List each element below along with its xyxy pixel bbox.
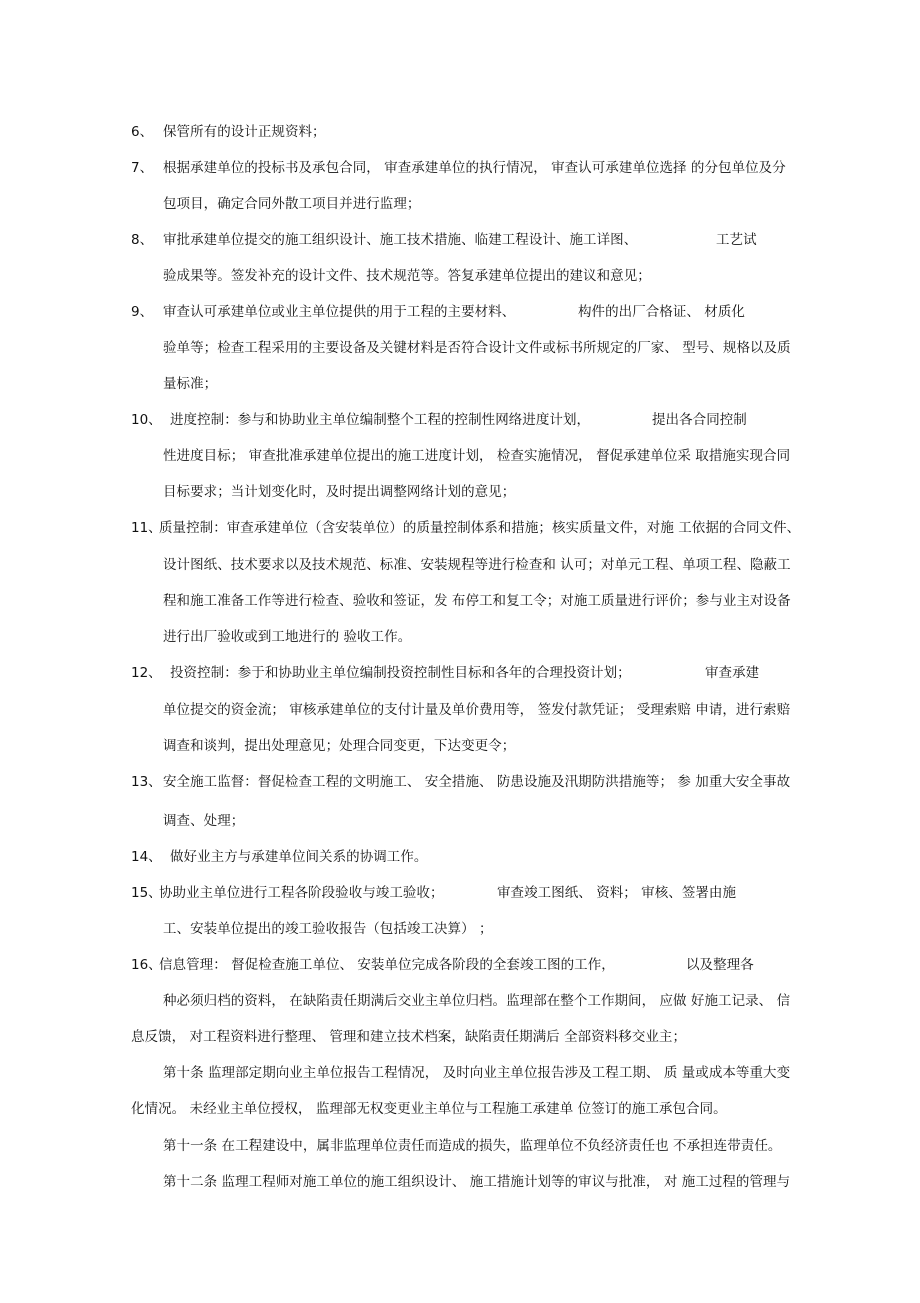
item-text-line: 调查和谈判，提出处理意见；处理合同变更，下达变更令； bbox=[163, 738, 516, 754]
item-text-line: 单位提交的资金流； 审核承建单位的支付计量及单价费用等， 签发付款凭证； 受理索赔 申请，进行索赔 bbox=[163, 702, 791, 718]
item-text-line: 工、安装单位提出的竣工验收报告（包括竣工决算） ； bbox=[163, 921, 493, 937]
item-text-line: 做好业主方与承建单位间关系的协调工作。 bbox=[170, 849, 428, 865]
item-number: 12、 bbox=[131, 665, 162, 681]
item-text-line: 性进度目标； 审查批准承建单位提出的施工进度计划， 检查实施情况， 督促承建单位采 取措施实现合同 bbox=[163, 448, 791, 464]
item-text-line: 审批承建单位提交的施工组织设计、施工技术措施、临建工程设计、施工详图、 bbox=[163, 232, 638, 248]
item-number: 14、 bbox=[131, 849, 162, 865]
item-number: 13、 bbox=[131, 774, 162, 790]
item-number: 8、 bbox=[131, 232, 154, 248]
item-text-line: 审查承建 bbox=[705, 665, 760, 681]
item-text-line: 投资控制：参于和协助业主单位编制投资控制性目标和各年的合理投资计划； bbox=[170, 665, 631, 681]
item-text-line: 协助业主单位进行工程各阶段验收与竣工验收； bbox=[159, 885, 444, 901]
item-text-line: 种必须归档的资料， 在缺陷责任期满后交业主单位归档。监理部在整个工作期间， 应做 好施工记录、 信 bbox=[163, 993, 791, 1009]
item-text-line: 审查竣工图纸、 资料； 审核、签署由施 bbox=[497, 885, 737, 901]
article-text-line: 第十条 监理部定期向业主单位报告工程情况， 及时向业主单位报告涉及工程工期、 质 量或成本等重大变 bbox=[163, 1065, 791, 1081]
item-text-line: 目标要求；当计划变化时，及时提出调整网络计划的意见； bbox=[163, 484, 516, 500]
item-number: 6、 bbox=[131, 124, 154, 140]
article-text-line: 化情况。 未经业主单位授权， 监理部无权变更业主单位与工程施工承建单 位签订的施工承包合同。 bbox=[131, 1101, 727, 1117]
item-number: 16、 bbox=[131, 957, 162, 973]
item-number: 15、 bbox=[131, 885, 162, 901]
item-text-line: 验单等；检查工程采用的主要设备及关键材料是否符合设计文件或标书所规定的厂家、 型号、规格以及质 bbox=[163, 340, 791, 356]
item-number: 11、 bbox=[131, 520, 162, 536]
item-text-line: 提出各合同控制 bbox=[652, 412, 747, 428]
item-text-line: 质量控制：审查承建单位（含安装单位）的质量控制体系和措施；核实质量文件，对施 工依据的合同文件、 bbox=[159, 520, 801, 536]
item-text-line: 审查认可承建单位或业主单位提供的用于工程的主要材料、 bbox=[163, 304, 516, 320]
item-text-line: 设计图纸、技术要求以及技术规范、标准、安装规程等进行检查和 认可；对单元工程、单项工程、隐蔽工 bbox=[163, 557, 791, 573]
item-text-line: 进度控制：参与和协助业主单位编制整个工程的控制性网络进度计划， bbox=[170, 412, 591, 428]
item-text-line: 程和施工准备工作等进行检查、验收和签证，发 布停工和复工令；对施工质量进行评价；参与业主对设备 bbox=[163, 593, 791, 609]
item-text-line: 以及整理各 bbox=[686, 957, 754, 973]
item-text-line: 安全施工监督：督促检查工程的文明施工、 安全措施、 防患设施及汛期防洪措施等； 参 加重大安全事故 bbox=[163, 774, 791, 790]
item-text-line: 量标准； bbox=[163, 376, 218, 392]
item-text-line: 包项目，确定合同外散工项目并进行监理； bbox=[163, 196, 421, 212]
item-text-line: 息反馈， 对工程资料进行整理、 管理和建立技术档案，缺陷责任期满后 全部资料移交业主； bbox=[131, 1029, 687, 1045]
item-text-line: 根据承建单位的投标书及承包合同， 审查承建单位的执行情况， 审查认可承建单位选择 的分包单位及分 bbox=[163, 160, 786, 176]
item-number: 10、 bbox=[131, 412, 162, 428]
article-text-line: 第十二条 监理工程师对施工单位的施工组织设计、 施工措施计划等的审议与批准， 对 施工过程的管理与 bbox=[163, 1174, 791, 1190]
item-number: 9、 bbox=[131, 304, 154, 320]
item-text-line: 验成果等。签发补充的设计文件、技术规范等。答复承建单位提出的建议和意见； bbox=[163, 268, 651, 284]
item-text-line: 构件的出厂合格证、 材质化 bbox=[578, 304, 745, 320]
item-text-line: 保管所有的设计正规资料； bbox=[163, 124, 326, 140]
item-text-line: 工艺试 bbox=[716, 232, 757, 248]
item-text-line: 进行出厂验收或到工地进行的 验收工作。 bbox=[163, 629, 412, 645]
item-text-line: 信息管理： 督促检查施工单位、 安装单位完成各阶段的全套竣工图的工作， bbox=[159, 957, 615, 973]
item-text-line: 调查、处理； bbox=[163, 813, 245, 829]
item-number: 7、 bbox=[131, 160, 154, 176]
article-text-line: 第十一条 在工程建设中，属非监理单位责任而造成的损失，监理单位不负经济责任也 不承担连带责任。 bbox=[163, 1138, 782, 1154]
